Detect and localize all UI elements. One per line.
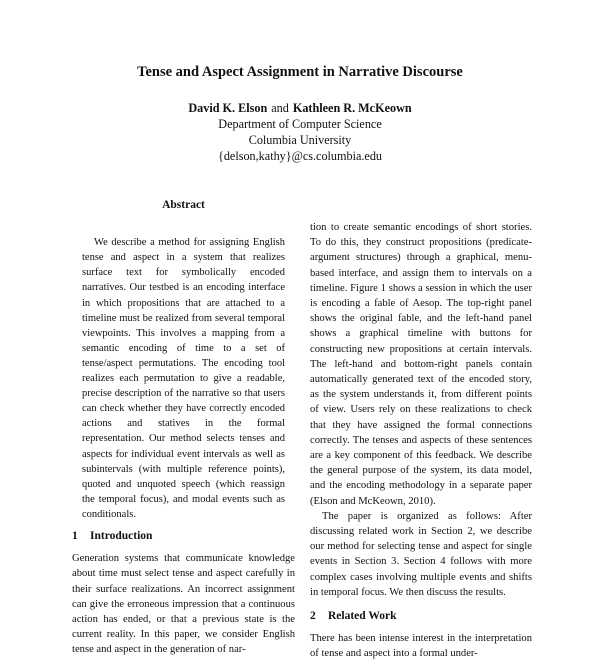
- section-heading-related-work: [310, 609, 532, 624]
- affiliation-university: Columbia University: [248, 133, 352, 147]
- abstract-heading: Abstract: [162, 199, 205, 211]
- author-email: {delson,kathy}@cs.columbia.edu: [217, 149, 383, 163]
- affiliation-department: Department of Computer Science: [218, 117, 382, 131]
- section-title: Introduction: [90, 529, 153, 542]
- section-number: 2: [310, 610, 316, 623]
- section-heading-introduction: [72, 529, 295, 544]
- intro-paragraph-1: Generation systems that communicate knowledge about time must select tense and aspect carefully in their surface realizations. An incorrect assignment can give the erroneous impression that a continuous action has ended, or that a previous state is the current reality. In this paper, we consider English tense and aspect in the generation of nar-: [72, 553, 295, 656]
- author-names: [0, 100, 600, 116]
- author-1: David K. Elson: [188, 101, 268, 115]
- right-column: [310, 220, 532, 662]
- author-and: and: [271, 101, 289, 115]
- left-column: [72, 198, 295, 658]
- section-title: Related Work: [328, 610, 397, 623]
- abstract-body: We describe a method for assigning English tense and aspect in a system that realizes surface text for symbolically encoded narratives. Our testbed is an encoding interface in which propositions that are attached to a timeline must be realized from several temporal viewpoints. This involves a mapping from a semantic encoding of time to a set of tense/aspect permutations. The encoding tool realizes each permutation to give a readable, precise description of the narrative so that users can check whether they have correctly encoded actions and statives in the formal representation. Our method selects tenses and aspects for individual event intervals as well as subintervals (with multiple reference points), quoted and unquoted speech (which reassign the temporal focus), and modal events such as conditionals.: [82, 237, 285, 520]
- intro-paragraph-1-continued: tion to create semantic encodings of short stories. To do this, they construct propositions (predicate-argument structures) through a graphical, menu-based interface, and assign them to intervals on a timeline. Figure 1 shows a session in which the user is encoding a fable of Aesop. The top-right panel shows the original fable, and the left-hand panel shows a graphical timeline with buttons for constructing new propositions at certain intervals. The left-hand and bottom-right panels contain automatically generated text of the encoded story, as the system understands it, from different points of view. Users rely on these realizations to check that they have assigned the formal connections correctly. The tenses and aspects of these sentences are a key component of this feedback. We describe the general purpose of the system, its data model, and the encoding methodology in a separate paper (Elson and McKeown, 2010).: [310, 222, 532, 507]
- author-2: Kathleen R. McKeown: [292, 101, 412, 115]
- related-work-paragraph-1: There has been intense interest in the interpretation of tense and aspect into a formal under-: [310, 633, 532, 660]
- section-number: 1: [72, 529, 78, 542]
- paper-title: Tense and Aspect Assignment in Narrative Discourse: [137, 64, 463, 80]
- intro-paragraph-2: The paper is organized as follows: After discussing related work in Section 2, we describe our method for selecting tense and aspect for single events in Section 3. Section 4 follows with more complex cases involving multiple events and shifts in temporal focus. We then discuss the results.: [310, 510, 532, 598]
- author-block: [0, 100, 600, 164]
